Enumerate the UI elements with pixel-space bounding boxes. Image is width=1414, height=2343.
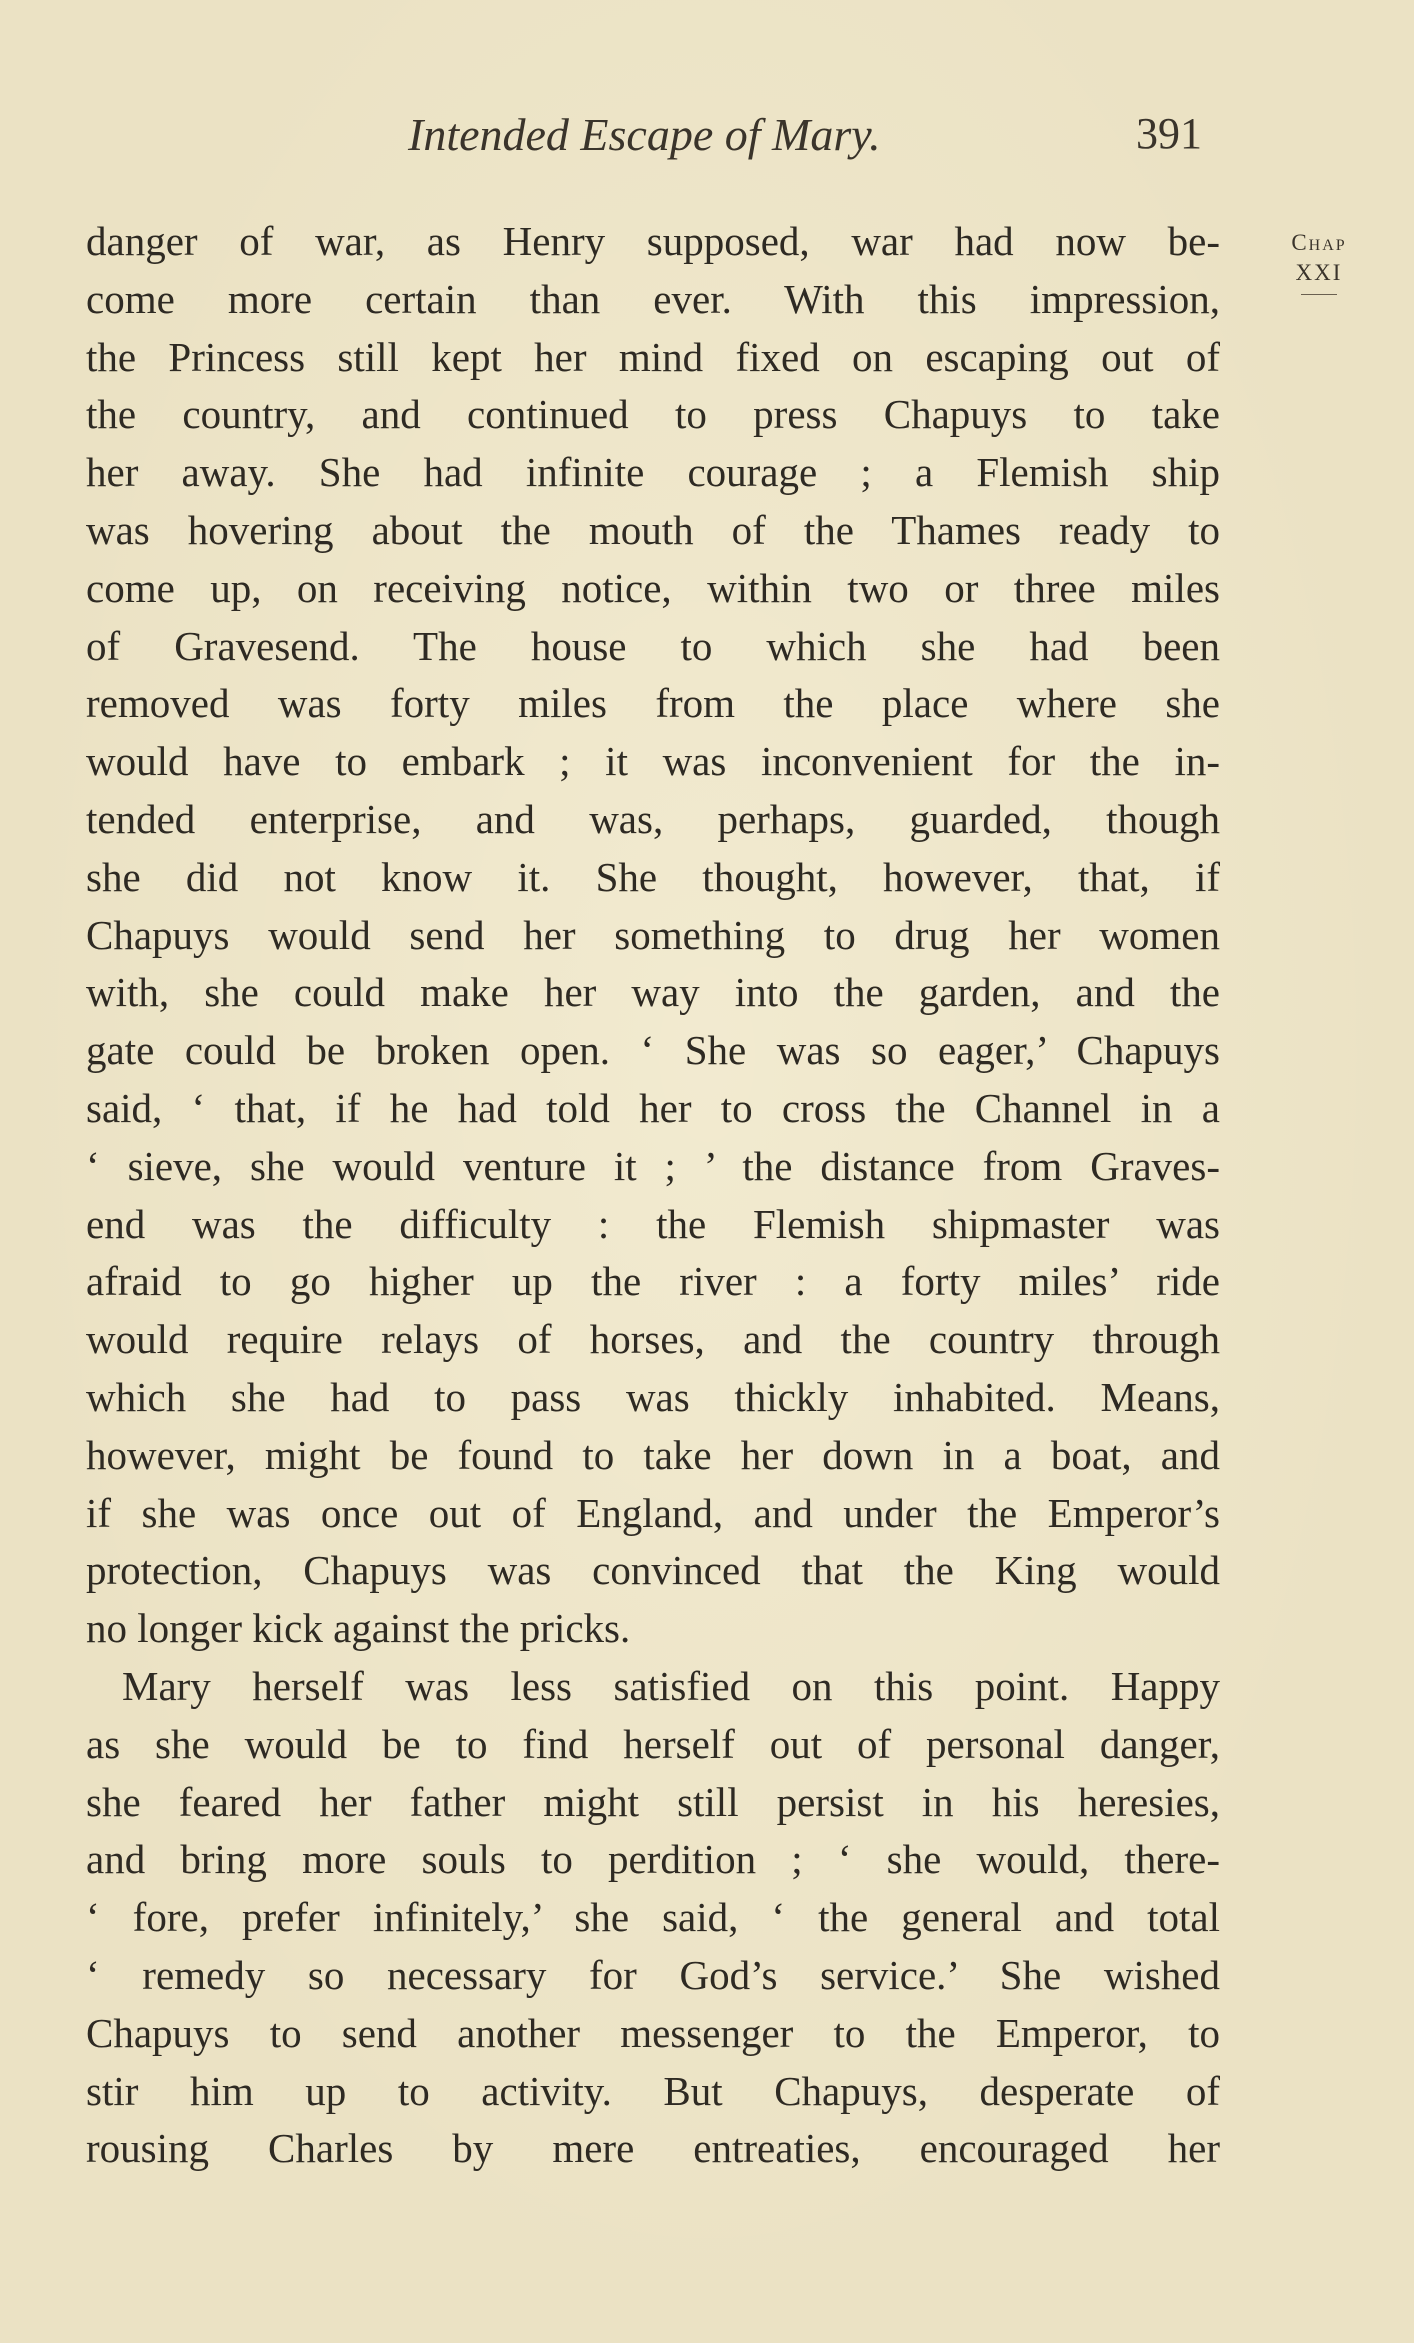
chapter-label: Chap — [1291, 230, 1347, 255]
chapter-margin-note — [1274, 228, 1364, 295]
text-line: rousing Charles by mere entreaties, encouraged her — [86, 2125, 1220, 2172]
text-line: Chapuys would send her something to drug her women — [86, 911, 1220, 958]
text-line: however, might be found to take her down in a boat, and — [86, 1431, 1220, 1478]
running-title: Intended Escape of Mary. — [408, 109, 881, 160]
text-line: ‘ remedy so necessary for God’s service.’ She wished — [86, 1951, 1220, 1998]
text-line: would have to embark ; it was inconvenient for the in- — [86, 738, 1220, 785]
text-line: come more certain than ever. With this impression, — [86, 275, 1220, 322]
text-line: with, she could make her way into the garden, and the — [86, 969, 1220, 1016]
text-line: her away. She had infinite courage ; a Flemish ship — [86, 449, 1220, 496]
text-line: she did not know it. She thought, however, that, if — [86, 853, 1220, 900]
text-line: afraid to go higher up the river : a forty miles’ ride — [86, 1258, 1220, 1305]
text-line: end was the difficulty : the Flemish shipmaster was — [86, 1200, 1220, 1247]
text-line: as she would be to find herself out of personal danger, — [86, 1720, 1220, 1767]
text-line: danger of war, as Henry supposed, war had now be- — [86, 218, 1220, 264]
text-line: the Princess still kept her mind fixed on escaping out of — [86, 333, 1220, 380]
paragraph-end-line: no longer kick against the pricks. — [86, 1605, 631, 1652]
body-text — [86, 213, 1220, 2178]
text-line: and bring more souls to perdition ; ‘ she would, there- — [86, 1836, 1220, 1883]
margin-rule — [1301, 294, 1337, 295]
running-header — [0, 108, 1414, 168]
text-line: was hovering about the mouth of the Thames ready to — [86, 506, 1220, 553]
text-line: which she had to pass was thickly inhabited. Means, — [86, 1373, 1220, 1420]
chapter-number: XXI — [1295, 260, 1343, 285]
text-line: Chapuys to send another messenger to the Emperor, to — [86, 2009, 1220, 2056]
text-line: gate could be broken open. ‘ She was so eager,’ Chapuys — [86, 1027, 1220, 1074]
text-line: stir him up to activity. But Chapuys, desperate of — [86, 2067, 1220, 2114]
text-line: removed was forty miles from the place where she — [86, 680, 1220, 727]
text-line: if she was once out of England, and under the Emperor’s — [86, 1489, 1220, 1536]
page-number: 391 — [1136, 109, 1202, 158]
text-line: ‘ fore, prefer infinitely,’ she said, ‘ the general and total — [86, 1894, 1220, 1941]
text-line: ‘ sieve, she would venture it ; ’ the distance from Graves- — [86, 1142, 1220, 1189]
text-line: said, ‘ that, if he had told her to cross the Channel in a — [86, 1084, 1220, 1131]
text-line: tended enterprise, and was, perhaps, guarded, though — [86, 795, 1220, 842]
paragraph-start-line: Mary herself was less satisfied on this point. Happy — [122, 1662, 1220, 1709]
text-line: she feared her father might still persist in his heresies, — [86, 1778, 1220, 1825]
text-line: would require relays of horses, and the country through — [86, 1316, 1220, 1363]
text-line: come up, on receiving notice, within two or three miles — [86, 564, 1220, 611]
text-line: of Gravesend. The house to which she had been — [86, 622, 1220, 669]
text-line: the country, and continued to press Chapuys to take — [86, 391, 1220, 438]
text-line: protection, Chapuys was convinced that the King would — [86, 1547, 1220, 1594]
